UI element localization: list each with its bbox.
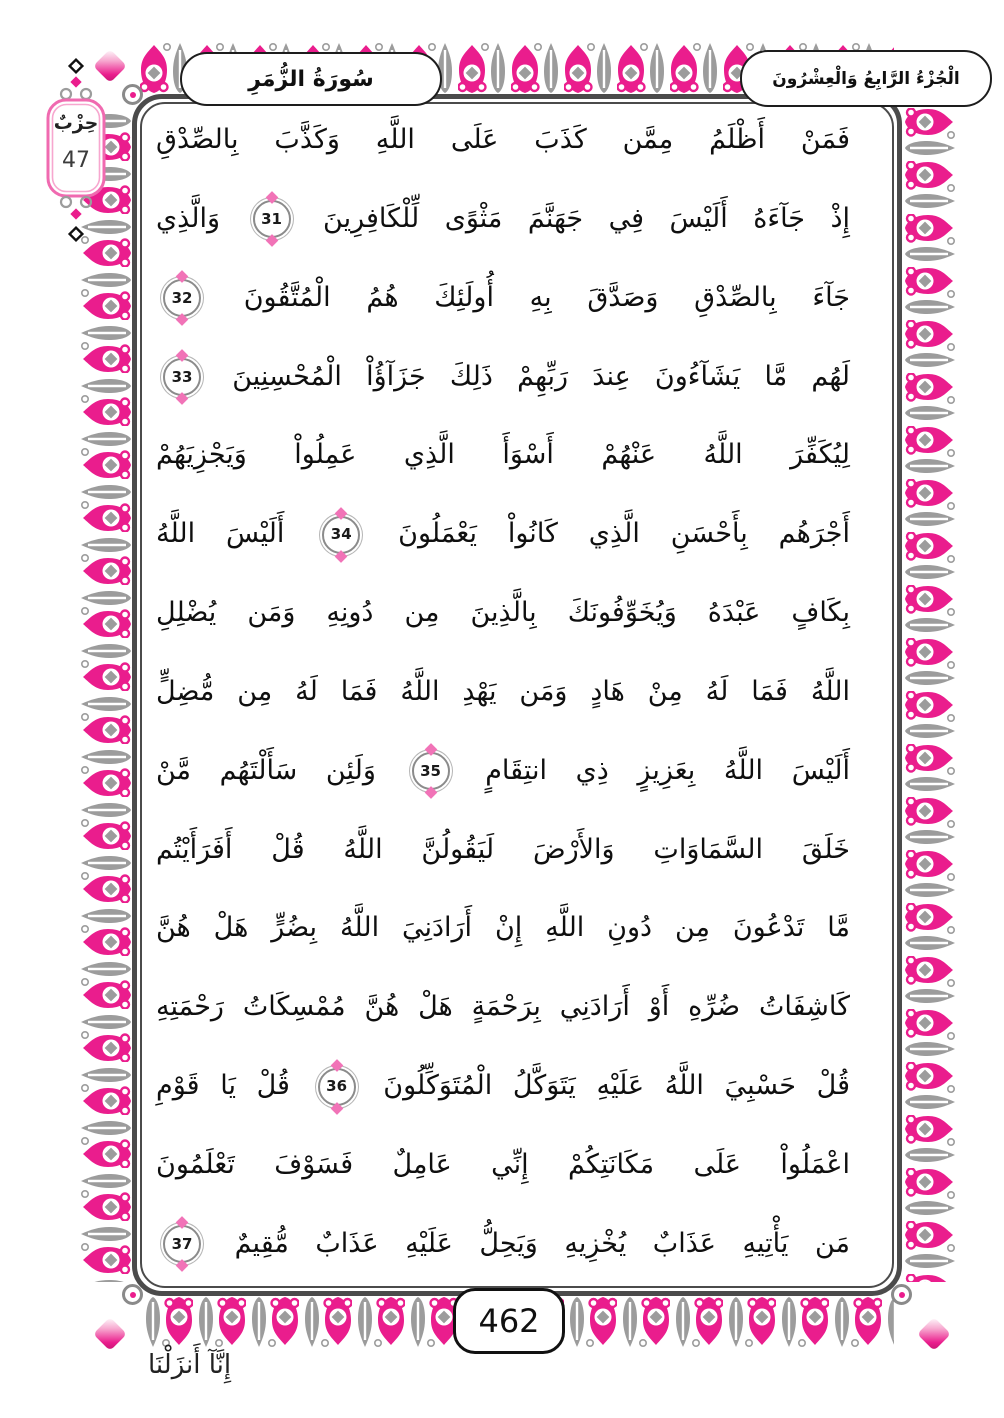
ayah-number: 37	[171, 1234, 193, 1253]
ayah-number-medallion	[163, 358, 201, 396]
ayah-text: بِكَافٍ عَبْدَهُ وَيُخَوِّفُونَكَ بِالَّذِينَ مِن دُونِهِ وَمَن يُضْلِلِ	[156, 597, 850, 629]
quran-line	[156, 812, 850, 888]
ayah-text: قُلْ حَسْبِيَ اللَّهُ عَلَيْهِ يَتَوَكَّلُ الْمُتَوَكِّلُونَ	[383, 1070, 850, 1102]
ayah-text: أَلَيْسَ اللَّهُ بِعَزِيزٍ ذِي انتِقَامٍ	[485, 754, 850, 786]
border-ornament-right	[902, 108, 958, 1282]
juz-title-cartouche	[740, 50, 992, 107]
ayah-number: 31	[261, 209, 282, 228]
quran-line	[156, 1048, 850, 1124]
quran-line	[156, 890, 850, 966]
corner-sparkle-bottom-left	[93, 1317, 127, 1351]
catchword: إِنَّآ أَنزَلْنَا	[148, 1350, 232, 1380]
border-ornament-left	[78, 108, 134, 1282]
quran-line	[156, 181, 850, 257]
quran-line	[156, 417, 850, 493]
ayah-text: اللَّهُ فَمَا لَهُ مِنْ هَادٍ وَمَن يَهْدِ اللَّهُ فَمَا لَهُ مِن مُّضِلٍّ	[156, 675, 850, 707]
ayah-number-medallion	[322, 516, 360, 554]
page-number: 462	[478, 1302, 540, 1340]
ayah-text: كَاشِفَاتُ ضُرِّهِ أَوْ أَرَادَنِي بِرَحْمَةٍ هَلْ هُنَّ مُمْسِكَاتُ رَحْمَتِهِ	[156, 991, 850, 1023]
ayah-text: خَلَقَ السَّمَاوَاتِ وَالأَرْضَ لَيَقُولُنَّ اللَّهُ قُلْ أَفَرَأَيْتُم	[156, 833, 850, 865]
ayah-text: قُلْ يَا قَوْمِ	[156, 1070, 290, 1102]
corner-dot-bottom-right	[891, 1284, 912, 1305]
quran-line	[156, 575, 850, 651]
ayah-text: لِيُكَفِّرَ اللَّهُ عَنْهُمْ أَسْوَأَ الَّذِي عَمِلُواْ وَيَجْزِيَهُمْ	[156, 439, 850, 471]
ayah-text: وَلَئِن سَأَلْتَهُم مَّنْ	[156, 754, 376, 786]
quran-line	[156, 1127, 850, 1203]
ayah-text: اعْمَلُواْ عَلَى مَكَانَتِكُمْ إِنِّي عَامِلٌ فَسَوْفَ تَعْلَمُونَ	[156, 1148, 850, 1180]
quran-text	[156, 102, 850, 1282]
ayah-number: 34	[330, 525, 352, 544]
ayah-number-medallion	[412, 752, 450, 790]
ayah-text: لَهُم مَّا يَشَآءُونَ عِندَ رَبِّهِمْ ذَلِكَ جَزَآؤُاْ الْمُحْسِنِينَ	[232, 360, 850, 392]
quran-line	[156, 1206, 850, 1282]
hizb-marker	[34, 54, 118, 254]
ayah-text: جَآءَ بِالصِّدْقِ وَصَدَّقَ بِهِ أُولَئِكَ هُمُ الْمُتَّقُونَ	[243, 281, 850, 313]
hizb-number: 47	[62, 148, 90, 173]
ayah-number-medallion	[318, 1068, 356, 1106]
ayah-number-medallion	[163, 1225, 201, 1263]
ayah-number: 35	[420, 761, 441, 780]
quran-line	[156, 260, 850, 336]
quran-line	[156, 654, 850, 730]
ayah-number: 36	[326, 1077, 348, 1096]
quran-line	[156, 733, 850, 809]
ayah-text: إِذْ جَآءَهُ أَلَيْسَ فِي جَهَنَّمَ مَثْوًى لِّلْكَافِرِينَ	[323, 202, 850, 234]
ayah-text: مَن يَأْتِيهِ عَذَابٌ يُخْزِيهِ وَيَحِلُّ عَلَيْهِ عَذَابٌ مُّقِيمٌ	[234, 1227, 851, 1259]
surah-title-cartouche	[180, 52, 442, 106]
corner-dot-bottom-left	[122, 1284, 143, 1305]
quran-line	[156, 496, 850, 572]
ayah-text: أَلَيْسَ اللَّهُ	[156, 518, 285, 550]
ayah-number: 33	[171, 367, 193, 386]
corner-sparkle-bottom-right	[917, 1317, 951, 1351]
surah-title: سُورَةُ الزُّمَرِ	[248, 66, 374, 92]
quran-line	[156, 339, 850, 415]
ayah-number-medallion	[163, 279, 201, 317]
ayah-text: وَالَّذِي	[156, 202, 221, 234]
corner-dot-top-left	[122, 84, 143, 105]
juz-title: الْجُزْءُ الرَّابِعُ وَالْعِشْرُونَ	[772, 68, 960, 89]
ayah-number-medallion	[253, 200, 291, 238]
page-number-box	[453, 1288, 565, 1354]
quran-line	[156, 102, 850, 178]
hizb-label: حِزْبٌ	[53, 112, 99, 134]
ayah-text: أَجْرَهُم بِأَحْسَنِ الَّذِي كَانُواْ يَعْمَلُونَ	[398, 518, 850, 550]
ayah-text: مَّا تَدْعُونَ مِن دُونِ اللَّهِ إِنْ أَرَادَنِيَ اللَّهُ بِضُرٍّ هَلْ هُنَّ	[156, 912, 850, 944]
quran-line	[156, 969, 850, 1045]
ayah-number: 32	[171, 288, 193, 307]
ayah-text: فَمَنْ أَظْلَمُ مِمَّن كَذَبَ عَلَى اللَّهِ وَكَذَّبَ بِالصِّدْقِ	[156, 124, 850, 155]
